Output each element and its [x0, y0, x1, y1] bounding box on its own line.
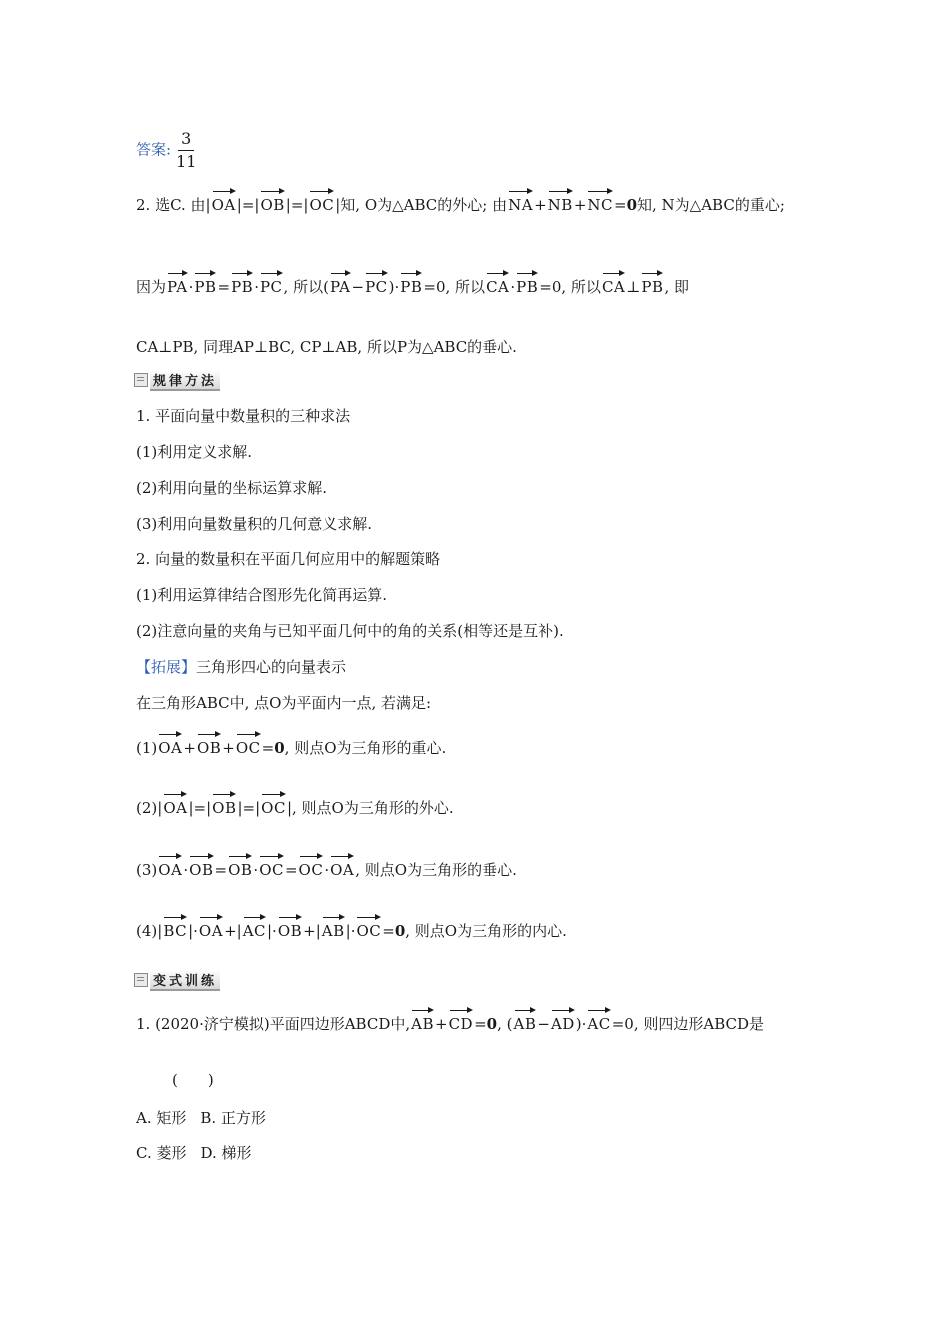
text: |· [345, 922, 356, 940]
vector-na: NA [508, 188, 533, 215]
section-title: 规律方法 [150, 370, 220, 391]
text: = [284, 861, 298, 879]
orthocenter-condition [136, 853, 517, 880]
extension-title: 三角形四心的向量表示 [196, 658, 347, 676]
answer-fraction [173, 128, 199, 173]
vector-oa: OA [158, 731, 182, 758]
question-1 [136, 1007, 764, 1034]
vector-ca: CA [602, 270, 625, 297]
extension-tag: 【拓展】 [136, 658, 197, 676]
centroid-condition [136, 731, 446, 758]
method-item: (3)利用向量数量积的几何意义求解. [136, 515, 373, 533]
method-item: 2. 向量的数量积在平面几何应用中的解题策略 [136, 550, 441, 568]
vector-oa: OA [158, 853, 182, 880]
vector-ab: AB [322, 914, 345, 941]
text: 1. (2020·济宁模拟)平面四边形ABCD中, [136, 1015, 411, 1033]
vector-ab: AB [514, 1007, 537, 1034]
answer-blank: ( ) [172, 1071, 214, 1089]
options-row-2 [136, 1143, 252, 1163]
vector-ac: AC [243, 914, 266, 941]
text: |· [267, 922, 277, 940]
section-header-practice [134, 972, 220, 988]
text: |· [188, 922, 198, 940]
vector-pa: PA [167, 270, 188, 297]
text: 知, N为△ABC的重心; [637, 196, 785, 214]
text: , 即 [664, 278, 690, 296]
extension-heading [136, 657, 346, 677]
vector-oc: OC [236, 731, 261, 758]
text: − [351, 278, 365, 296]
text: · [254, 278, 259, 296]
text: + [573, 196, 587, 214]
text: |知, O为△ABC的外心; 由 [335, 196, 508, 214]
zero-vector: 0 [486, 1015, 498, 1033]
section-title: 变式训练 [150, 970, 220, 991]
text: = [261, 739, 275, 757]
text: = [382, 922, 395, 940]
vector-oc: OC [309, 188, 334, 215]
text: ⊥ [626, 278, 641, 296]
text: |=| [237, 799, 261, 817]
text: · [324, 861, 330, 879]
zero-vector: 0 [274, 739, 285, 757]
vector-ob: OB [278, 914, 302, 941]
note-icon [134, 973, 148, 987]
answer-line [136, 128, 199, 173]
text: 因为 [136, 278, 167, 296]
text: 2. 选C. 由| [136, 196, 211, 214]
vector-pc: PC [260, 270, 283, 297]
text: , 则点O为三角形的重心. [284, 739, 447, 757]
vector-ab: AB [411, 1007, 434, 1034]
vector-ob: OB [212, 791, 236, 818]
vector-pb: PB [231, 270, 253, 297]
answer-label: 答案: [136, 140, 172, 159]
text: |, 则点O为三角形的外心. [286, 799, 454, 817]
method-item: 1. 平面向量中数量积的三种求法 [136, 407, 351, 425]
vector-oa: OA [199, 914, 223, 941]
extension-intro: 在三角形ABC中, 点O为平面内一点, 若满足: [136, 694, 432, 712]
note-icon [134, 373, 148, 387]
text: + [435, 1015, 448, 1033]
text: (1) [136, 739, 158, 757]
text: +| [303, 922, 321, 940]
fraction-numerator: 3 [178, 128, 194, 151]
text: |=| [236, 196, 260, 214]
text: , 则点O为三角形的内心. [405, 922, 567, 940]
solution-line-3: CA⊥PB, 同理AP⊥BC, CP⊥AB, 所以P为△ABC的垂心. [136, 338, 517, 356]
vector-oa: OA [330, 853, 354, 880]
vector-ob: OB [260, 188, 284, 215]
method-item: (2)注意向量的夹角与已知平面几何中的角的关系(相等还是互补). [136, 622, 564, 640]
text: +| [224, 922, 242, 940]
zero-vector: 0 [626, 196, 638, 214]
vector-cd: CD [449, 1007, 474, 1034]
text: )· [388, 278, 400, 296]
vector-pb: PB [641, 270, 663, 297]
vector-ob: OB [189, 853, 213, 880]
text: (3) [136, 861, 158, 879]
text: · [188, 278, 194, 296]
text: |=| [285, 196, 309, 214]
text: = [614, 196, 627, 214]
vector-oc: OC [261, 791, 286, 818]
text: , 所以( [283, 278, 329, 296]
vector-pb: PB [516, 270, 538, 297]
incenter-condition [136, 914, 567, 941]
vector-ob: OB [228, 853, 252, 880]
text: |=| [188, 799, 212, 817]
text: =0, 所以 [423, 278, 486, 296]
vector-pc: PC [365, 270, 388, 297]
option-c[interactable]: C. 菱形 [136, 1144, 187, 1162]
text: · [253, 861, 259, 879]
vector-ca: CA [486, 270, 509, 297]
text: )· [575, 1015, 587, 1033]
method-item: (1)利用运算律结合图形先化简再运算. [136, 586, 388, 604]
text: , ( [497, 1015, 513, 1033]
solution-line-1 [136, 188, 785, 215]
text: + [534, 196, 547, 214]
text: = [217, 278, 231, 296]
vector-nb: NB [548, 188, 573, 215]
vector-pb: PB [194, 270, 216, 297]
vector-ad: AD [551, 1007, 575, 1034]
vector-nc: NC [587, 188, 613, 215]
zero-vector: 0 [394, 922, 406, 940]
text: = [474, 1015, 487, 1033]
section-header-method [134, 372, 220, 388]
text: · [183, 861, 189, 879]
text: , 则点O为三角形的垂心. [355, 861, 517, 879]
method-item: (1)利用定义求解. [136, 443, 253, 461]
vector-oa: OA [163, 791, 187, 818]
option-a[interactable]: A. 矩形 [136, 1109, 187, 1127]
text: + [222, 739, 235, 757]
vector-bc: BC [163, 914, 187, 941]
vector-oa: OA [212, 188, 236, 215]
circumcenter-condition [136, 791, 454, 818]
text: − [537, 1015, 550, 1033]
text: = [214, 861, 228, 879]
text: (2)| [136, 799, 163, 817]
vector-pa: PA [330, 270, 351, 297]
text: (4)| [136, 922, 163, 940]
vector-pb: PB [400, 270, 422, 297]
text: =0, 所以 [539, 278, 601, 296]
text: =0, 则四边形ABCD是 [611, 1015, 765, 1033]
fraction-denominator: 11 [176, 152, 197, 171]
text: · [510, 278, 516, 296]
method-item: (2)利用向量的坐标运算求解. [136, 479, 328, 497]
options-row-1 [136, 1108, 266, 1128]
vector-oc: OC [299, 853, 324, 880]
vector-ob: OB [197, 731, 221, 758]
vector-oc: OC [356, 914, 381, 941]
text: + [183, 739, 196, 757]
vector-oc: OC [259, 853, 284, 880]
solution-line-2 [136, 270, 689, 297]
option-b[interactable]: B. 正方形 [200, 1109, 266, 1127]
vector-ac: AC [587, 1007, 610, 1034]
option-d[interactable]: D. 梯形 [200, 1144, 252, 1162]
